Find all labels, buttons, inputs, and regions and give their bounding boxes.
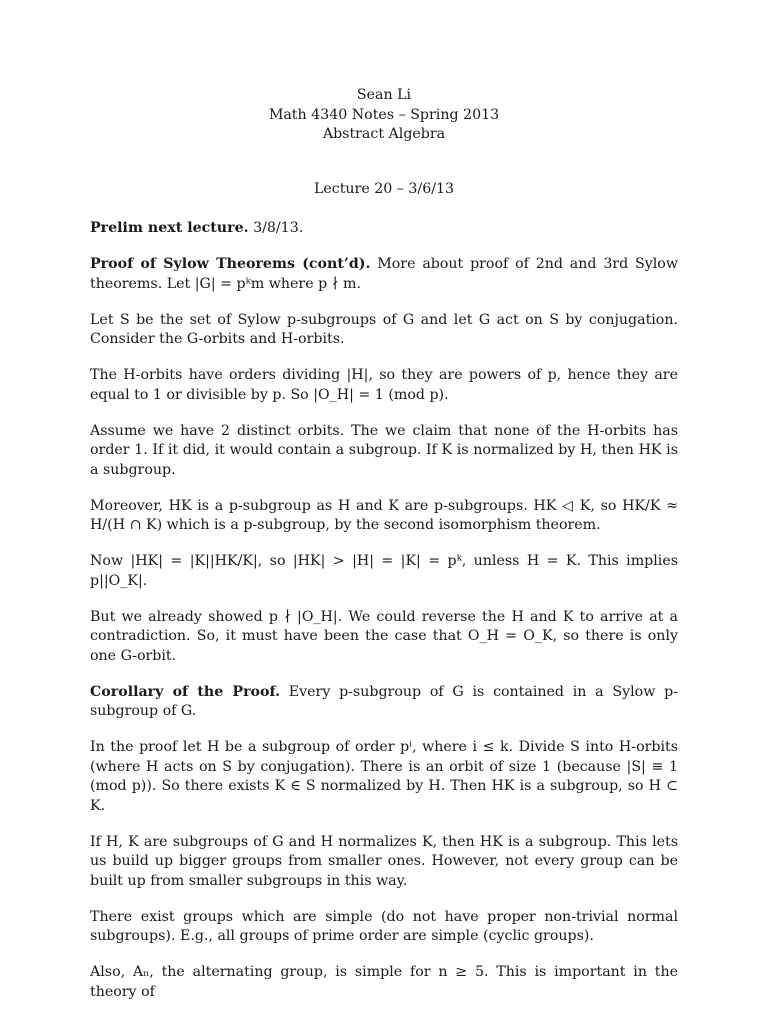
paragraph-text: Every p-subgroup of G is contained in a Sylow p-subgroup of G.	[90, 683, 678, 719]
paragraph	[90, 833, 678, 892]
paragraph-text: The H-orbits have orders dividing |H|, so they are powers of p, hence they are equal to 1 or divisible by p. So |O_H| = 1 (mod p).	[90, 367, 678, 403]
paragraph-text: Assume we have 2 distinct orbits. The we claim that none of the H-orbits has order 1. If it did, it would contain a subgroup. If K is normalized by H, then HK is a subgroup.	[90, 422, 678, 478]
paragraph-corollary	[90, 683, 678, 722]
paragraph	[90, 311, 678, 350]
paragraph-text: Also, Aₙ, the alternating group, is simple for n ≥ 5. This is important in the theory of	[90, 964, 678, 1000]
paragraph-text: But we already showed p ∤ |O_H|. We could reverse the H and K to arrive at a contradiction. So, it must have been the case that O_H = O_K, so there is only one G-orbit.	[90, 608, 678, 664]
document-page	[90, 86, 678, 1002]
paragraph-prelim	[90, 219, 678, 239]
lecture-title: Lecture 20 – 3/6/13	[313, 180, 455, 197]
paragraph-text: In the proof let H be a subgroup of order pⁱ, where i ≤ k. Divide S into H-orbits (where H acts on S by conjugation). There is an orbit of size 1 (because |S| ≡ 1 (mod p)). So there exists K ∈ S normalized by H. Then HK is a subgroup, so H ⊂ K.	[90, 739, 678, 814]
paragraph-heading: Prelim next lecture.	[90, 220, 249, 236]
paragraph	[90, 608, 678, 667]
author-name: Sean Li	[356, 87, 412, 103]
paragraph	[90, 738, 678, 816]
subject-title: Abstract Algebra	[322, 126, 446, 142]
paragraph	[90, 366, 678, 405]
paragraph-heading: Corollary of the Proof.	[90, 683, 281, 700]
paragraph	[90, 552, 678, 591]
paragraph-sylow-proof	[90, 255, 678, 294]
paragraph	[90, 422, 678, 481]
document-header	[90, 86, 678, 145]
paragraph-text: More about proof of 2nd and 3rd Sylow theorems. Let |G| = pᵏm where p ∤ m.	[90, 256, 678, 292]
paragraph-text: There exist groups which are simple (do not have proper non-trivial normal subgroups). E.g., all groups of prime order are simple (cyclic groups).	[90, 908, 678, 944]
paragraph	[90, 497, 678, 536]
paragraph	[90, 908, 678, 947]
paragraph-text: If H, K are subgroups of G and H normalizes K, then HK is a subgroup. This lets us build up bigger groups from smaller ones. However, not every group can be built up from smaller subgroups in this way.	[90, 833, 678, 889]
paragraph-text: 3/8/13.	[248, 220, 304, 236]
course-title: Math 4340 Notes – Spring 2013	[268, 106, 500, 123]
paragraph-heading: Proof of Sylow Theorems (cont’d).	[90, 256, 371, 272]
paragraph-text: Now |HK| = |K||HK/K|, so |HK| > |H| = |K| = pᵏ, unless H = K. This implies p||O_K|.	[90, 553, 678, 589]
paragraph	[90, 963, 678, 1002]
paragraph-text: Let S be the set of Sylow p-subgroups of G and let G act on S by conjugation. Consider the G-orbits and H-orbits.	[90, 311, 678, 347]
paragraph-text: Moreover, HK is a p-subgroup as H and K are p-subgroups. HK ◁ K, so HK/K ≈ H/(H ∩ K) which is a p-subgroup, by the second isomorphism theorem.	[90, 497, 678, 533]
